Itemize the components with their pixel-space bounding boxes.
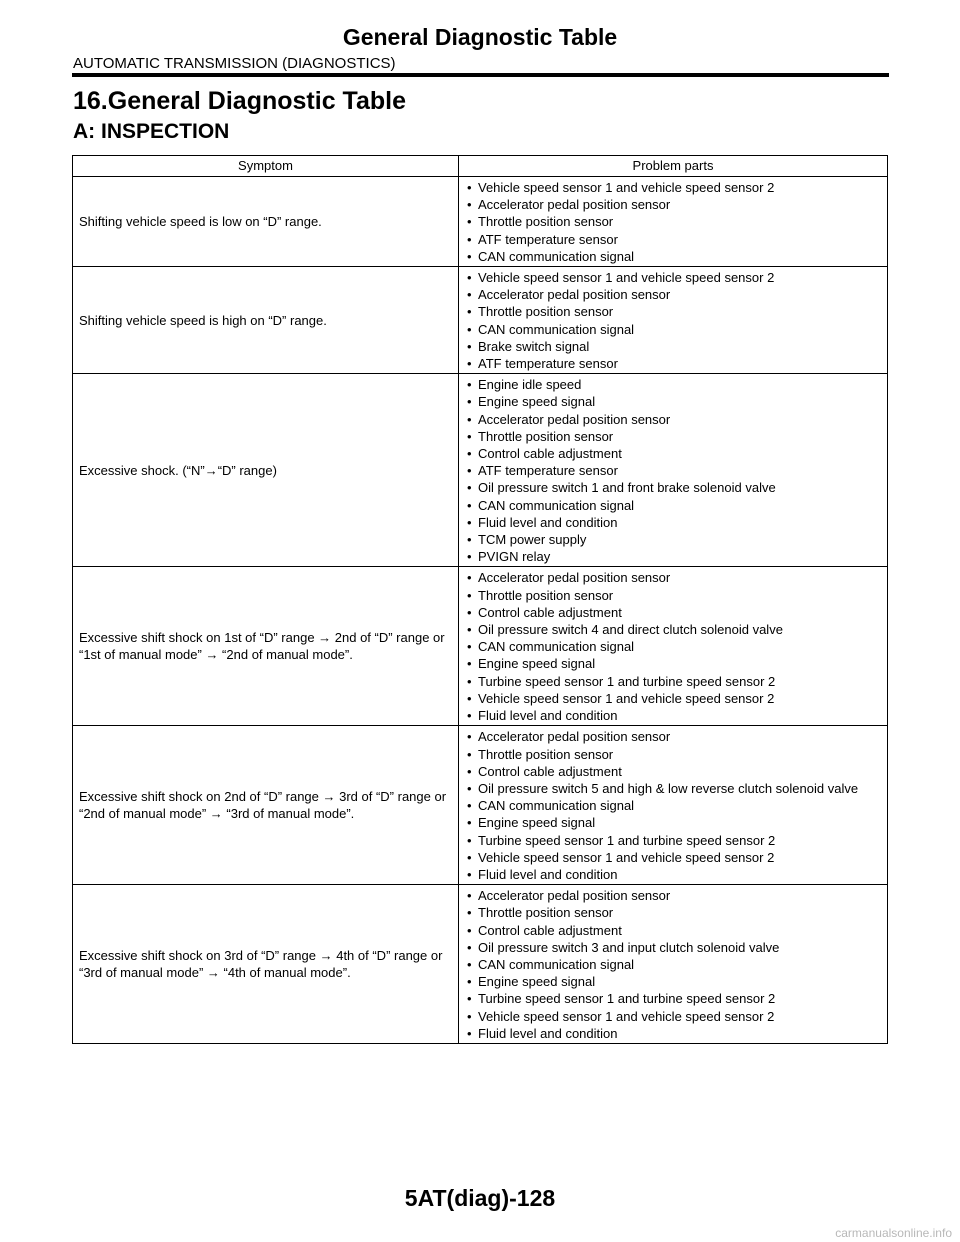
- list-item: • Vehicle speed sensor 1 and vehicle speed sensor 2: [463, 179, 883, 196]
- list-item: • Vehicle speed sensor 1 and vehicle speed sensor 2: [463, 269, 883, 286]
- list-item: • Throttle position sensor: [463, 587, 883, 604]
- list-item: • Oil pressure switch 1 and front brake solenoid valve: [463, 479, 883, 496]
- symptom-cell: Excessive shift shock on 1st of “D” range → 2nd of “D” range or “1st of manual mode” → “2nd of manual mode”.: [73, 567, 459, 726]
- watermark: carmanualsonline.info: [835, 1226, 952, 1240]
- list-item: • Throttle position sensor: [463, 904, 883, 921]
- table-row: [73, 177, 888, 267]
- problem-parts-list: [463, 179, 883, 265]
- list-item: • ATF temperature sensor: [463, 462, 883, 479]
- page-header-title: General Diagnostic Table: [342, 24, 618, 50]
- list-item: • PVIGN relay: [463, 548, 883, 565]
- list-item: • Control cable adjustment: [463, 763, 883, 780]
- list-item: • Accelerator pedal position sensor: [463, 569, 883, 586]
- problem-parts-cell: [459, 726, 888, 885]
- problem-parts-list: [463, 269, 883, 372]
- list-item: • CAN communication signal: [463, 248, 883, 265]
- list-item: • Accelerator pedal position sensor: [463, 196, 883, 213]
- list-item: • Throttle position sensor: [463, 746, 883, 763]
- list-item: • Oil pressure switch 4 and direct clutch solenoid valve: [463, 621, 883, 638]
- header-divider: [72, 73, 889, 77]
- list-item: • Turbine speed sensor 1 and turbine speed sensor 2: [463, 673, 883, 690]
- column-header-symptom: Symptom: [73, 156, 459, 177]
- list-item: • Vehicle speed sensor 1 and vehicle speed sensor 2: [463, 1008, 883, 1025]
- list-item: • Vehicle speed sensor 1 and vehicle speed sensor 2: [463, 849, 883, 866]
- list-item: • ATF temperature sensor: [463, 355, 883, 372]
- list-item: • Engine speed signal: [463, 973, 883, 990]
- problem-parts-cell: [459, 177, 888, 267]
- symptom-cell: Shifting vehicle speed is low on “D” range.: [73, 177, 459, 267]
- symptom-cell: Excessive shift shock on 3rd of “D” range → 4th of “D” range or “3rd of manual mode” → “4th of manual mode”.: [73, 885, 459, 1044]
- list-item: • Turbine speed sensor 1 and turbine speed sensor 2: [463, 832, 883, 849]
- list-item: • TCM power supply: [463, 531, 883, 548]
- problem-parts-cell: [459, 267, 888, 374]
- table-row: [73, 726, 888, 885]
- list-item: • Throttle position sensor: [463, 428, 883, 445]
- list-item: • Accelerator pedal position sensor: [463, 728, 883, 745]
- page-number: 5AT(diag)-128: [404, 1185, 556, 1211]
- symptom-cell: Excessive shift shock on 2nd of “D” range → 3rd of “D” range or “2nd of manual mode” → “3rd of manual mode”.: [73, 726, 459, 885]
- list-item: • Turbine speed sensor 1 and turbine speed sensor 2: [463, 990, 883, 1007]
- problem-parts-list: [463, 728, 883, 883]
- section-subtitle: A: INSPECTION: [73, 120, 230, 143]
- table-row: [73, 567, 888, 726]
- list-item: • Engine idle speed: [463, 376, 883, 393]
- list-item: • Accelerator pedal position sensor: [463, 286, 883, 303]
- list-item: • Accelerator pedal position sensor: [463, 887, 883, 904]
- list-item: • Fluid level and condition: [463, 514, 883, 531]
- column-header-problem-parts: Problem parts: [459, 156, 888, 177]
- list-item: • ATF temperature sensor: [463, 231, 883, 248]
- table-header-row: [73, 156, 888, 177]
- symptom-cell: Excessive shock. (“N”→“D” range): [73, 374, 459, 567]
- list-item: • Engine speed signal: [463, 655, 883, 672]
- section-title: 16.General Diagnostic Table: [73, 87, 406, 115]
- list-item: • CAN communication signal: [463, 497, 883, 514]
- list-item: • CAN communication signal: [463, 956, 883, 973]
- problem-parts-cell: [459, 885, 888, 1044]
- table-row: [73, 374, 888, 567]
- list-item: • CAN communication signal: [463, 797, 883, 814]
- list-item: • Control cable adjustment: [463, 445, 883, 462]
- symptom-cell: Shifting vehicle speed is high on “D” range.: [73, 267, 459, 374]
- list-item: • Engine speed signal: [463, 393, 883, 410]
- list-item: • CAN communication signal: [463, 638, 883, 655]
- page-header-subtitle: AUTOMATIC TRANSMISSION (DIAGNOSTICS): [73, 55, 396, 72]
- list-item: • Throttle position sensor: [463, 213, 883, 230]
- table-body: [73, 177, 888, 1044]
- list-item: • Control cable adjustment: [463, 604, 883, 621]
- table-row: [73, 885, 888, 1044]
- problem-parts-cell: [459, 374, 888, 567]
- list-item: • Accelerator pedal position sensor: [463, 411, 883, 428]
- table-row: [73, 267, 888, 374]
- list-item: • Oil pressure switch 5 and high & low reverse clutch solenoid valve: [463, 780, 883, 797]
- list-item: • Brake switch signal: [463, 338, 883, 355]
- list-item: • Throttle position sensor: [463, 303, 883, 320]
- problem-parts-cell: [459, 567, 888, 726]
- problem-parts-list: [463, 887, 883, 1042]
- list-item: • Engine speed signal: [463, 814, 883, 831]
- list-item: • Oil pressure switch 3 and input clutch solenoid valve: [463, 939, 883, 956]
- list-item: • CAN communication signal: [463, 321, 883, 338]
- list-item: • Fluid level and condition: [463, 866, 883, 883]
- list-item: • Control cable adjustment: [463, 922, 883, 939]
- problem-parts-list: [463, 376, 883, 565]
- list-item: • Fluid level and condition: [463, 707, 883, 724]
- diagnostic-table: [72, 155, 888, 1044]
- problem-parts-list: [463, 569, 883, 724]
- list-item: • Vehicle speed sensor 1 and vehicle speed sensor 2: [463, 690, 883, 707]
- list-item: • Fluid level and condition: [463, 1025, 883, 1042]
